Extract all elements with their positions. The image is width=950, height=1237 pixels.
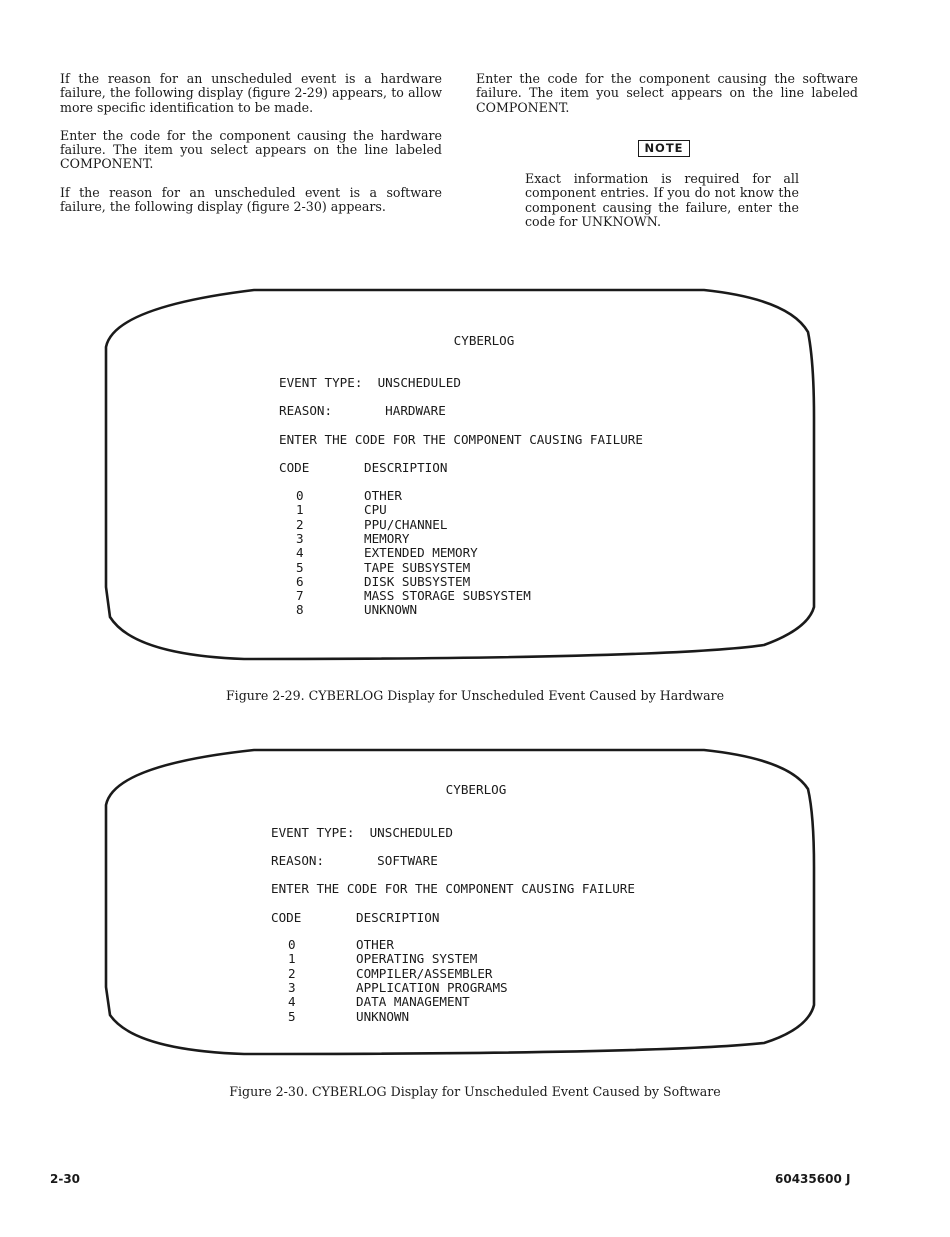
prompt-line: ENTER THE CODE FOR THE COMPONENT CAUSING FAILURE	[271, 881, 635, 896]
paragraph: Enter the code for the component causing the software failure. The item you select appears on the line labeled COMPONENT.	[476, 71, 858, 115]
code-description: MEMORY	[364, 530, 410, 546]
screen-title: CYBERLOG	[453, 333, 515, 348]
code-description: UNKNOWN	[364, 602, 418, 618]
code-description: DATA MANAGEMENT	[356, 994, 470, 1010]
reason-line: REASON: HARDWARE	[279, 403, 446, 418]
code-value: 7	[296, 588, 304, 604]
event-type-line: EVENT TYPE: UNSCHEDULED	[279, 375, 461, 390]
code-value: 0	[296, 488, 304, 503]
code-description: EXTENDED MEMORY	[364, 545, 478, 561]
paragraph: Enter the code for the component causing the hardware failure. The item you select appears on the line labeled COMPONENT.	[60, 127, 442, 172]
code-description: TAPE SUBSYSTEM	[364, 559, 471, 575]
code-header: CODE	[279, 460, 310, 475]
code-description: PPU/CHANNEL	[364, 516, 448, 532]
figure-caption: Figure 2-29. CYBERLOG Display for Unscheduled Event Caused by Hardware	[225, 688, 725, 703]
code-description: UNKNOWN	[356, 1008, 410, 1024]
paragraph: If the reason for an unscheduled event is a software failure, the following display (figure 2-30) appears.	[60, 184, 442, 215]
code-description: OTHER	[356, 937, 394, 952]
screen-title: CYBERLOG	[445, 782, 507, 797]
right-column	[476, 72, 858, 129]
event-type-line: EVENT TYPE: UNSCHEDULED	[271, 825, 453, 840]
cyberlog-screen-software	[104, 747, 816, 1057]
note-text: Exact information is required for all component entries. If you do not know the component causing the failure, enter the code for UNKNOWN.	[525, 171, 799, 229]
description-header: DESCRIPTION	[364, 460, 448, 475]
reason-line: REASON: SOFTWARE	[271, 853, 438, 868]
code-value: 6	[296, 573, 304, 589]
paragraph: If the reason for an unscheduled event is a hardware failure, the following display (figure 2-29) appears, to allow more specific identification to be made.	[60, 71, 442, 115]
code-value: 8	[296, 602, 304, 618]
code-value: 5	[296, 559, 304, 575]
code-value: 4	[288, 994, 296, 1010]
code-value: 1	[288, 951, 296, 967]
code-value: 3	[288, 979, 296, 995]
code-value: 2	[288, 965, 296, 981]
code-description: MASS STORAGE SUBSYSTEM	[364, 588, 531, 604]
code-description: DISK SUBSYSTEM	[364, 573, 471, 589]
code-value: 5	[288, 1008, 296, 1024]
code-header: CODE	[271, 910, 302, 925]
note-label: NOTE	[638, 140, 690, 157]
figure-caption: Figure 2-30. CYBERLOG Display for Unscheduled Event Caused by Software	[229, 1084, 721, 1099]
cyberlog-screen-hardware	[104, 287, 816, 663]
prompt-line: ENTER THE CODE FOR THE COMPONENT CAUSING FAILURE	[279, 432, 643, 447]
code-description: OTHER	[364, 488, 402, 503]
code-value: 1	[296, 502, 304, 518]
code-description: CPU	[364, 502, 387, 518]
page-number: 2-30	[50, 1172, 81, 1186]
code-description: OPERATING SYSTEM	[356, 951, 478, 967]
code-description: APPLICATION PROGRAMS	[356, 979, 508, 995]
description-header: DESCRIPTION	[356, 910, 440, 925]
code-description: COMPILER/ASSEMBLER	[356, 965, 493, 981]
document-number: 60435600 J	[775, 1172, 851, 1186]
code-value: 4	[296, 545, 304, 561]
left-column	[60, 72, 442, 228]
code-value: 3	[296, 530, 304, 546]
code-value: 0	[288, 937, 296, 952]
code-value: 2	[296, 516, 304, 532]
